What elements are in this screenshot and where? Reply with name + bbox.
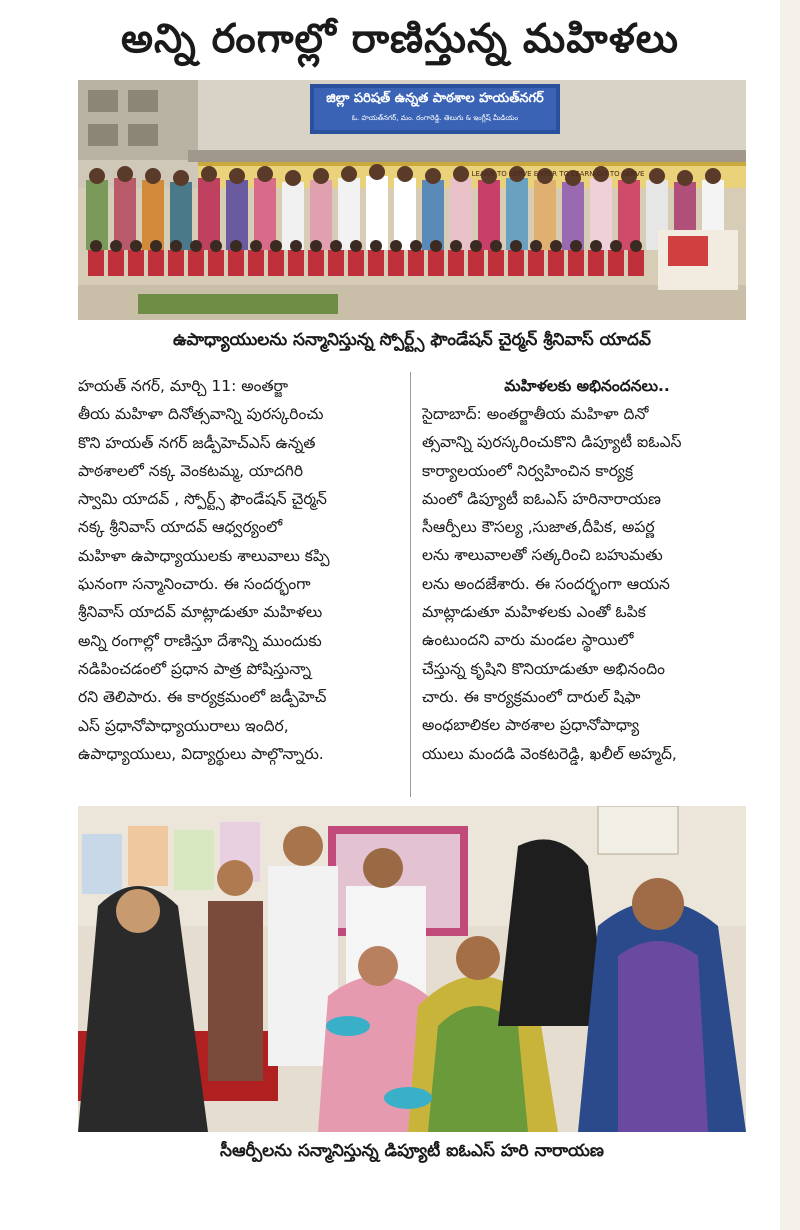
- text-line: అన్ని రంగాల్లో రాణిస్తూ దేశాన్ని ముందుకు: [78, 631, 322, 650]
- photo1-caption: ఉపాధ్యాయులను సన్మానిస్తున్న స్పోర్ట్స్ ఫౌండేషన్ చైర్మన్ శ్రీనివాస్ యాదవ్: [172, 330, 652, 350]
- column-divider: [410, 372, 411, 797]
- text-line: అంధబాలికల పాఠశాల ప్రధానోపాధ్యా: [422, 716, 640, 735]
- text-line: ఘనంగా సన్మానించారు. ఈ సందర్భంగా: [78, 575, 311, 594]
- text-line: లను శాలువాలతో సత్కరించి బహుమతు: [422, 546, 663, 565]
- text-line: కార్యాలయంలో నిర్వహించిన కార్యక్ర: [422, 461, 634, 480]
- text-line: చారు. ఈ కార్యక్రమంలో దారుల్ షిఫా: [422, 687, 641, 706]
- article-left-body: [78, 372, 408, 768]
- text-line: హయత్ నగర్, మార్చి 11: అంతర్జా: [78, 377, 289, 395]
- text-line: నడిపించడంలో ప్రధాన పాత్ర పోషిస్తున్నా: [78, 659, 312, 678]
- text-line: సైదాబాద్: అంతర్జాతీయ మహిళా దినో: [422, 405, 649, 423]
- text-line: యులు మందడి వెంకటరెడ్డి, ఖలీల్ అహ్మద్,: [422, 744, 677, 763]
- text-line: మాట్లాడుతూ మహిళలకు ఎంతో ఓపిక: [422, 603, 646, 622]
- school-banner-subtext: ఓ. హయత్‌నగర్, మం. రంగారెడ్డి. తెలుగు & ఇంగ్లీష్ మీడియం: [351, 114, 519, 122]
- text-line: శ్రీనివాస్ యాదవ్ మాట్లాడుతూ మహిళలు: [78, 603, 323, 622]
- text-line: చేస్తున్న కృషిని కొనియాడుతూ అభినందిం: [422, 659, 666, 678]
- text-line: రని తెలిపారు. ఈ కార్యక్రమంలో జడ్పీహెచ్: [78, 688, 327, 707]
- school-banner-text: జిల్లా పరిషత్ ఉన్నత పాఠశాల హయత్‌నగర్: [326, 91, 544, 106]
- adjacent-page-edge: [780, 0, 800, 1230]
- text-line: తీయ మహిళా దినోత్సవాన్ని పురస్కరించు: [78, 405, 324, 424]
- article-right: [422, 372, 752, 768]
- text-line: మహిళా ఉపాధ్యాయులకు శాలువాలు కప్పి: [78, 546, 330, 565]
- text-line: పాఠశాలలో నక్క వెంకటమ్మ, యాదగిరి: [78, 461, 304, 480]
- text-line: ఎస్ ప్రధానోపాధ్యాయురాలు ఇందిర,: [78, 716, 289, 735]
- text-line: మంలో డిప్యూటీ ఐఓఎస్ హరినారాయణ: [422, 489, 661, 508]
- text-line: ఉంటుందని వారు మండల స్థాయిలో: [422, 631, 634, 650]
- text-line: కొని హయత్ నగర్ జడ్పీహెచ్ఎస్ ఉన్నత: [78, 433, 316, 452]
- wall-slogan: LEARN TO SERVE ENTER TO LEARN GO TO SERVE: [471, 170, 645, 178]
- article-right-subhead: మహిళలకు అభినందనలు..: [504, 377, 670, 395]
- article-right-body: [422, 400, 752, 768]
- text-line: లను అందజేశారు. ఈ సందర్భంగా ఆయన: [422, 574, 670, 593]
- text-line: స్వామి యాదవ్ , స్పోర్ట్స్ ఫౌండేషన్ చైర్మన్: [78, 490, 327, 509]
- text-line: సీఆర్పీలు కౌసల్య ,సుజాత,దీపిక, అపర్ణ: [422, 518, 655, 537]
- text-line: త్సవాన్ని పురస్కరించుకొని డిప్యూటీ ఐఓఎస్: [422, 433, 682, 452]
- text-line: నక్క శ్రీనివాస్ యాదవ్ ఆధ్వర్యంలో: [78, 518, 283, 537]
- school-group-photo: [78, 80, 746, 320]
- text-line: ఉపాధ్యాయులు, విద్యార్థులు పాల్గొన్నారు.: [78, 744, 324, 763]
- photo2-caption: సీఆర్పీలను సన్మానిస్తున్న డిప్యూటీ ఐఓఎస్ హరి నారాయణ: [220, 1141, 604, 1161]
- headline: అన్ని రంగాల్లో రాణిస్తున్న మహిళలు: [121, 16, 679, 62]
- felicitation-photo: [78, 806, 746, 1132]
- article-left: [78, 372, 408, 768]
